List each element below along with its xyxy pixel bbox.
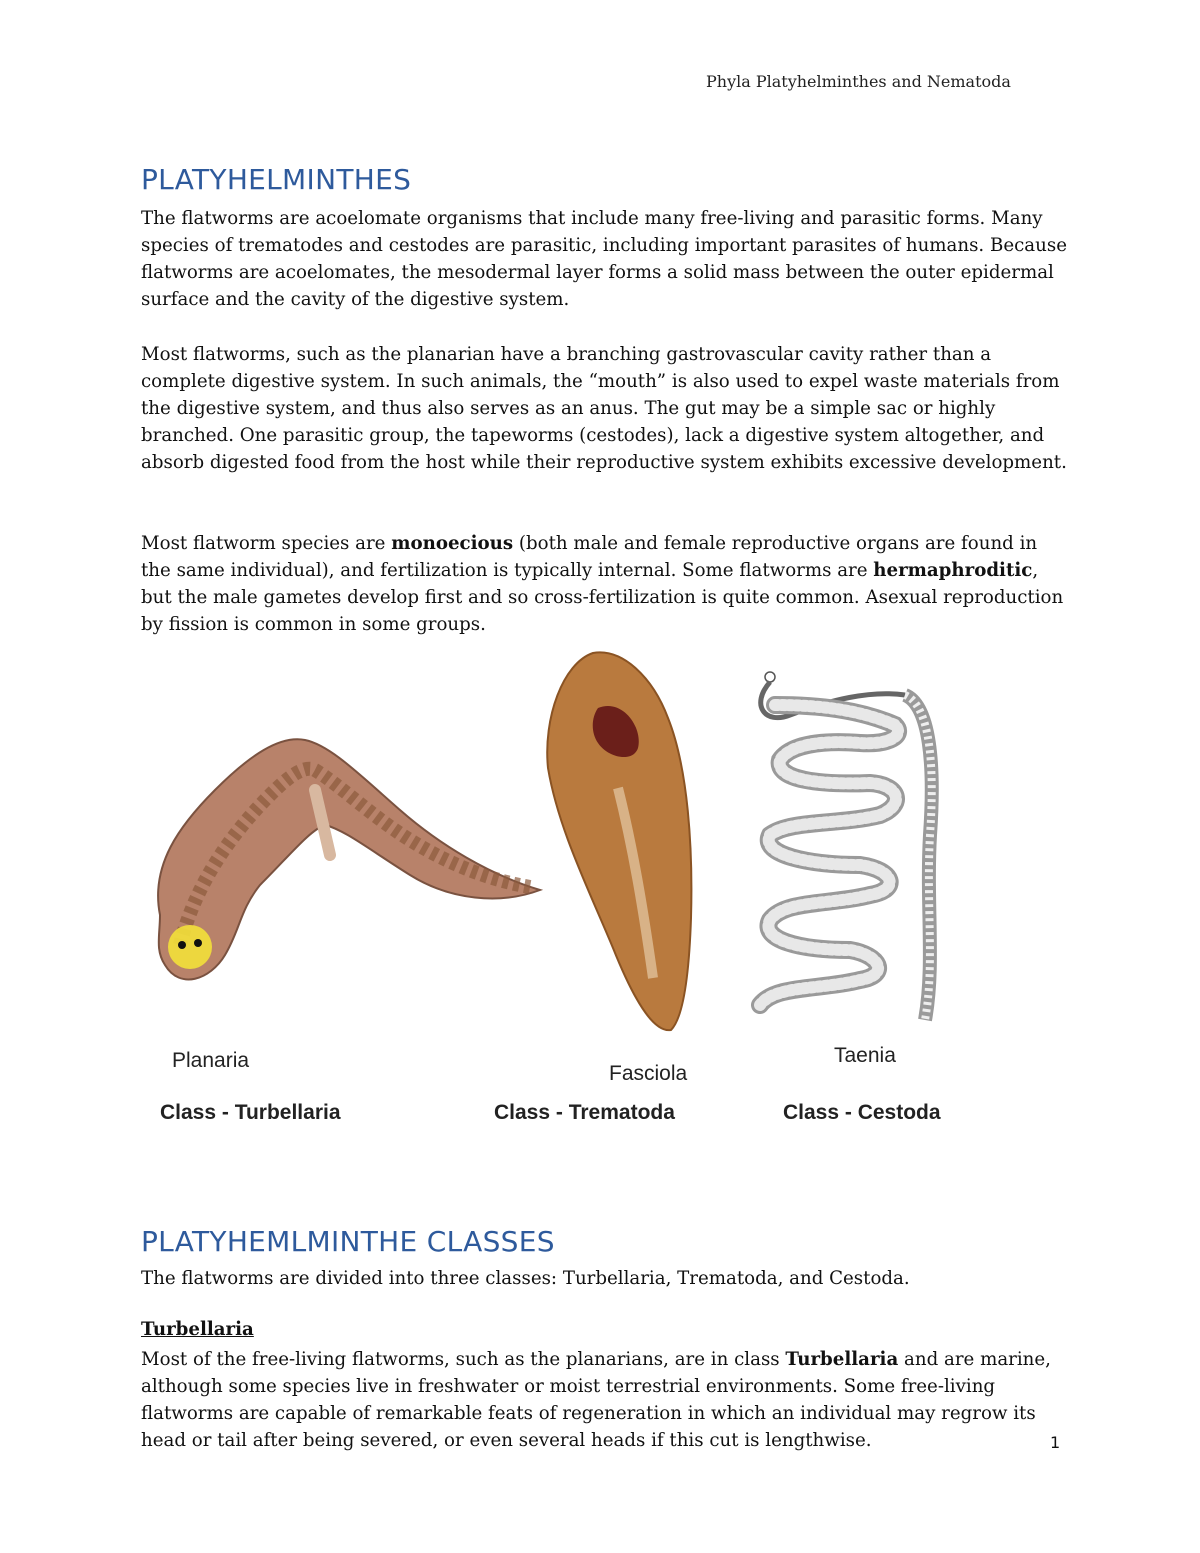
paragraph-reproduction: Most flatworm species are monoecious (both male and female reproductive organs are found in the same individual), and fertilization is typically internal. Some flatworms are hermaphroditic, but the male gametes develop first and so cross-fertilization is quite common. Asexual reproduction by fission is common in some groups. (141, 533, 1064, 635)
paragraph-turbellaria: Most of the free-living flatworms, such as the planarians, are in class Turbellaria and are marine, although some species live in freshwater or moist terrestrial environments. Some free-living flatworms are capable of remarkable feats of regeneration in which an individual may regrow its head or tail after being severed, or even several heads if this cut is lengthwise. (141, 1349, 1051, 1451)
paragraph-classes-intro: The flatworms are divided into three classes: Turbellaria, Trematoda, and Cestoda. (141, 1268, 910, 1289)
label-taenia: Taenia (834, 1044, 896, 1067)
running-header: Phyla Platyhelminthes and Nematoda (706, 72, 1011, 91)
class-label-cestoda: Class - Cestoda (783, 1101, 941, 1124)
fasciola-illustration (543, 648, 703, 1033)
term-monoecious: monoecious (391, 533, 514, 554)
planaria-illustration (140, 715, 545, 995)
section-heading-platyhelminthes: PLATYHELMINTHES (141, 163, 412, 196)
taenia-illustration (730, 665, 950, 1030)
class-label-trematoda: Class - Trematoda (494, 1101, 675, 1124)
subheading-turbellaria: Turbellaria (141, 1319, 254, 1340)
page-number: 1 (1050, 1433, 1061, 1452)
label-planaria: Planaria (172, 1049, 250, 1072)
term-turbellaria: Turbellaria (785, 1349, 899, 1370)
paragraph-digestive: Most flatworms, such as the planarian have a branching gastrovascular cavity rather than a complete digestive system. In such animals, the “mouth” is also used to expel waste materials from the digestive system, and thus also serves as an anus. The gut may be a simple sac or highly branched. One parasitic group, the tapeworms (cestodes), lack a digestive system altogether, and absorb digested food from the host while their reproductive system exhibits excessive development. (141, 344, 1067, 473)
label-fasciola: Fasciola (609, 1062, 688, 1085)
class-label-turbellaria: Class - Turbellaria (160, 1101, 341, 1124)
paragraph-intro: The flatworms are acoelomate organisms that include many free-living and parasitic forms. Many species of trematodes and cestodes are parasitic, including important parasites of humans. Because flatworms are acoelomates, the mesodermal layer forms a solid mass between the outer epidermal surface and the cavity of the digestive system. (141, 208, 1067, 310)
section-heading-classes: PLATYHEMLMINTHE CLASSES (141, 1225, 555, 1258)
term-hermaphroditic: hermaphroditic (873, 560, 1033, 581)
